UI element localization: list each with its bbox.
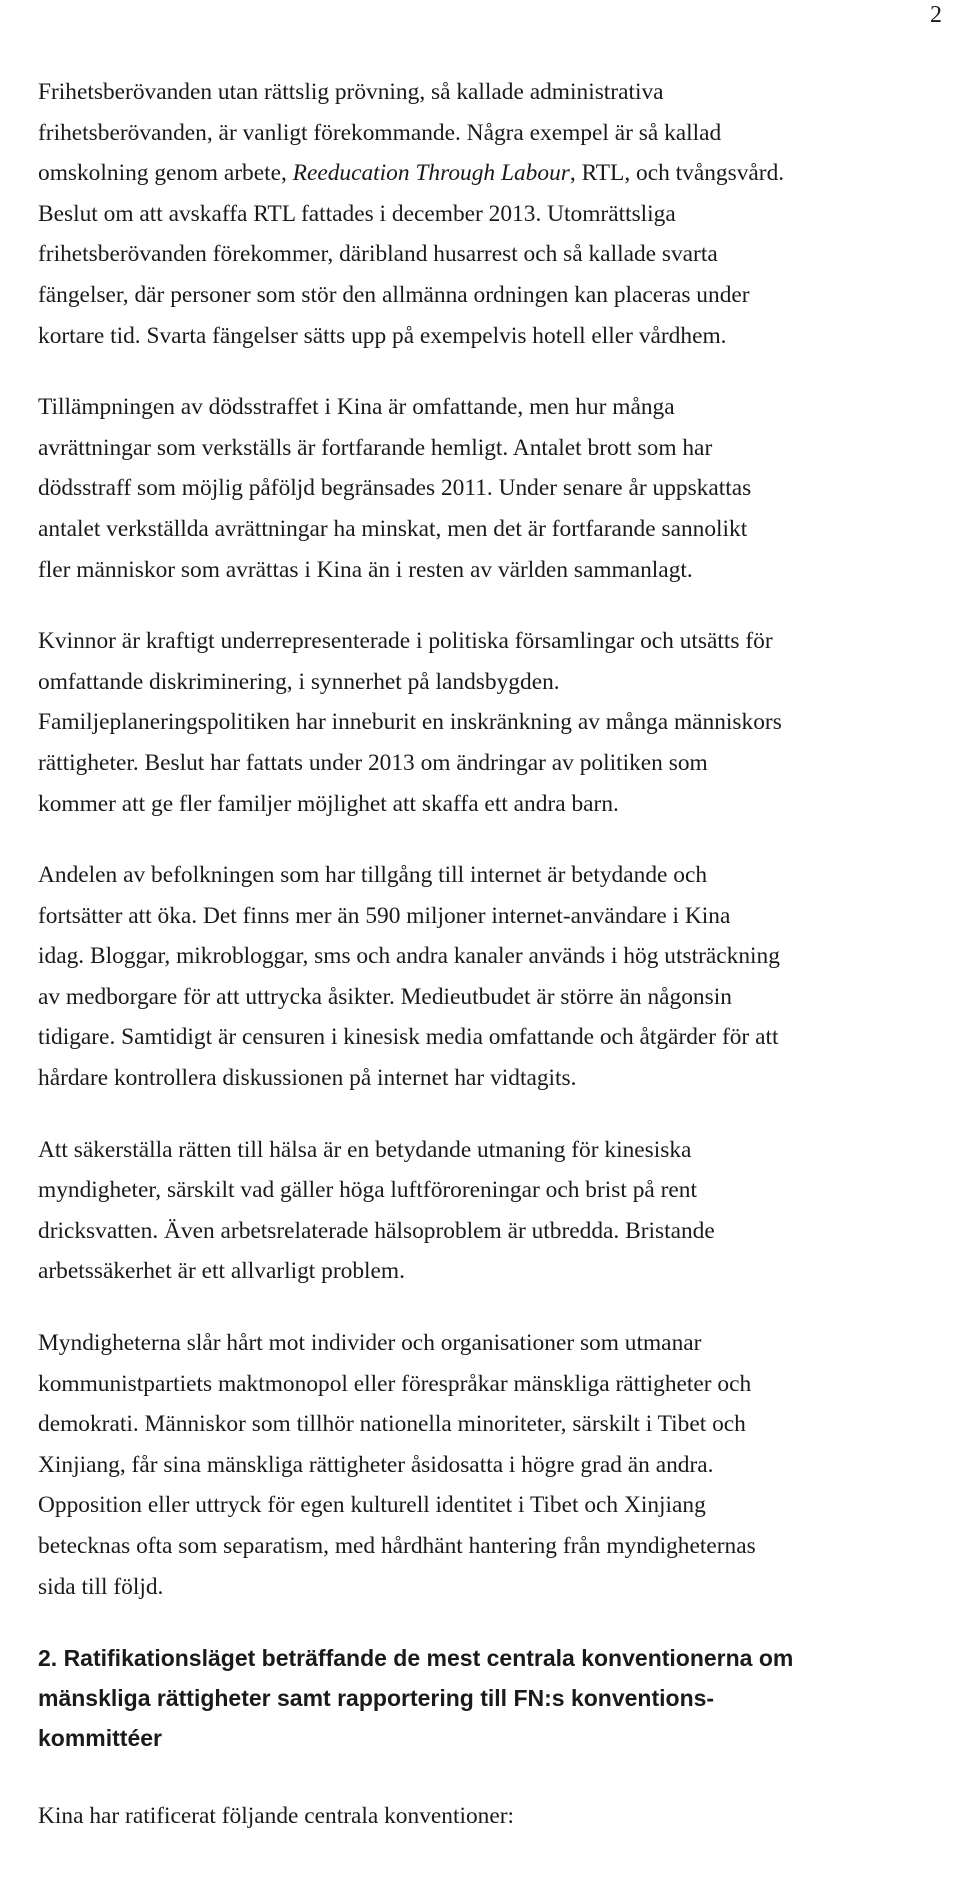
text-segment: dödsstraff som möjlig påföljd begränsades 2011. Under senare år uppskattas xyxy=(38,475,752,502)
text-segment: betecknas ofta som separatism, med hårdhänt hantering från myndigheternas xyxy=(38,1533,756,1559)
document-body xyxy=(38,72,950,1868)
text-segment: Andelen av befolkningen som har tillgång till internet är betydande och xyxy=(38,862,708,889)
paragraph-line xyxy=(38,855,950,896)
paragraph xyxy=(38,1796,950,1837)
text-segment: myndigheter, särskilt vad gäller höga luftföroreningar och brist på rent xyxy=(38,1177,697,1204)
paragraph-line xyxy=(38,1445,950,1486)
text-segment: Myndigheterna slår hårt mot individer och organisationer som utmanar xyxy=(38,1330,702,1357)
paragraph-line xyxy=(38,1485,950,1526)
text-segment: Frihetsberövanden utan rättslig prövning, så kallade administrativa xyxy=(38,79,664,105)
text-segment: fler människor som avrättas i Kina än i resten av världen sammanlagt. xyxy=(38,556,693,583)
paragraph-line xyxy=(38,1323,950,1364)
text-segment: frihetsberövanden, är vanligt förekommande. Några exempel är så kallad xyxy=(38,119,722,146)
paragraph-line xyxy=(38,936,950,977)
text-segment: antalet verkställda avrättningar ha minskat, men det är fortfarande sannolikt xyxy=(38,515,748,542)
paragraph-line xyxy=(38,468,950,509)
paragraph-line xyxy=(38,275,950,316)
paragraph-line xyxy=(38,621,950,662)
paragraph-line xyxy=(38,896,950,937)
paragraph-line xyxy=(38,784,950,825)
text-segment: Kvinnor är kraftigt underrepresenterade i politiska församlingar och utsätts för xyxy=(38,628,773,655)
text-segment: fängelser, där personer som stör den allmänna ordningen kan placeras under xyxy=(38,281,750,308)
paragraph-line xyxy=(38,977,950,1018)
paragraph-line xyxy=(38,743,950,784)
section-heading xyxy=(38,1638,950,1758)
text-segment: Opposition eller uttryck för egen kulturell identitet i Tibet och Xinjiang xyxy=(38,1492,706,1519)
paragraph-line xyxy=(38,1251,950,1292)
heading-line: mänskliga rättigheter samt rapportering till FN:s konventions- xyxy=(38,1685,715,1712)
paragraph xyxy=(38,72,950,356)
paragraph xyxy=(38,621,950,824)
paragraph-line xyxy=(38,387,950,428)
text-segment: idag. Bloggar, mikrobloggar, sms och andra kanaler används i hög utsträckning xyxy=(38,943,780,970)
paragraph-line: Kina har ratificerat följande centrala konventioner: xyxy=(38,1803,515,1830)
paragraph-line xyxy=(38,1404,950,1445)
text-segment: Beslut om att avskaffa RTL fattades i december 2013. Utomrättsliga xyxy=(38,200,676,227)
text-segment: tidigare. Samtidigt är censuren i kinesisk media omfattande och åtgärder för att xyxy=(38,1024,779,1051)
paragraph-line xyxy=(38,702,950,743)
paragraph-line xyxy=(38,550,950,591)
paragraph-line xyxy=(38,153,950,194)
text-segment: kommer att ge fler familjer möjlighet att skaffa ett andra barn. xyxy=(38,790,619,817)
paragraph-list xyxy=(38,72,950,1607)
paragraph-line xyxy=(38,1058,950,1099)
paragraph-line xyxy=(38,1567,950,1608)
text-segment: , RTL, och tvångsvård. xyxy=(569,160,785,187)
text-segment: arbetssäkerhet är ett allvarligt problem. xyxy=(38,1258,405,1285)
text-segment: frihetsberövanden förekommer, däribland husarrest och så kallade svarta xyxy=(38,241,718,268)
paragraph xyxy=(38,1323,950,1607)
text-segment: av medborgare för att uttrycka åsikter. Medieutbudet är större än någonsin xyxy=(38,983,732,1010)
paragraph-line xyxy=(38,428,950,469)
text-segment: kommunistpartiets maktmonopol eller förespråkar mänskliga rättigheter och xyxy=(38,1370,752,1397)
heading-line: 2. Ratifikationsläget beträffande de mest centrala konventionerna om xyxy=(38,1645,794,1672)
text-segment: Familjeplaneringspolitiken har inneburit en inskränkning av många människors xyxy=(38,709,782,736)
text-segment: Xinjiang, får sina mänskliga rättigheter åsidosatta i högre grad än andra. xyxy=(38,1451,714,1478)
paragraph-line xyxy=(38,234,950,275)
text-segment: rättigheter. Beslut har fattats under 2013 om ändringar av politiken som xyxy=(38,749,708,776)
paragraph-line xyxy=(38,72,950,113)
paragraph-line xyxy=(38,1170,950,1211)
paragraph-line xyxy=(38,1526,950,1567)
text-segment: kortare tid. Svarta fängelser sätts upp på exempelvis hotell eller vårdhem. xyxy=(38,322,727,349)
text-segment: hårdare kontrollera diskussionen på internet har vidtagits. xyxy=(38,1065,577,1092)
paragraph-line xyxy=(38,1130,950,1171)
paragraph-line xyxy=(38,1017,950,1058)
italic-term: Reeducation Through Labour xyxy=(292,160,570,187)
text-segment: Tillämpningen av dödsstraffet i Kina är omfattande, men hur många xyxy=(38,394,675,421)
text-segment: avrättningar som verkställs är fortfarande hemligt. Antalet brott som har xyxy=(38,434,713,461)
text-segment: omskolning genom arbete, xyxy=(38,160,293,187)
paragraph-line xyxy=(38,316,950,357)
paragraph-line xyxy=(38,1211,950,1252)
paragraph-line xyxy=(38,1364,950,1405)
text-segment: demokrati. Människor som tillhör nationella minoriteter, särskilt i Tibet och xyxy=(38,1411,746,1438)
text-segment: dricksvatten. Även arbetsrelaterade hälsoproblem är utbredda. Bristande xyxy=(38,1217,715,1244)
paragraph-line xyxy=(38,113,950,154)
text-segment: Att säkerställa rätten till hälsa är en betydande utmaning för kinesiska xyxy=(38,1136,692,1163)
paragraph xyxy=(38,1130,950,1292)
paragraph-line xyxy=(38,662,950,703)
page-number: 2 xyxy=(930,2,942,28)
heading-line: kommittéer xyxy=(38,1725,162,1752)
text-segment: sida till följd. xyxy=(38,1573,164,1600)
text-segment: omfattande diskriminering, i synnerhet på landsbygden. xyxy=(38,668,560,695)
paragraph xyxy=(38,855,950,1099)
text-segment: fortsätter att öka. Det finns mer än 590 miljoner internet-användare i Kina xyxy=(38,902,731,929)
paragraph xyxy=(38,387,950,590)
paragraph-line xyxy=(38,509,950,550)
paragraph-line xyxy=(38,194,950,235)
